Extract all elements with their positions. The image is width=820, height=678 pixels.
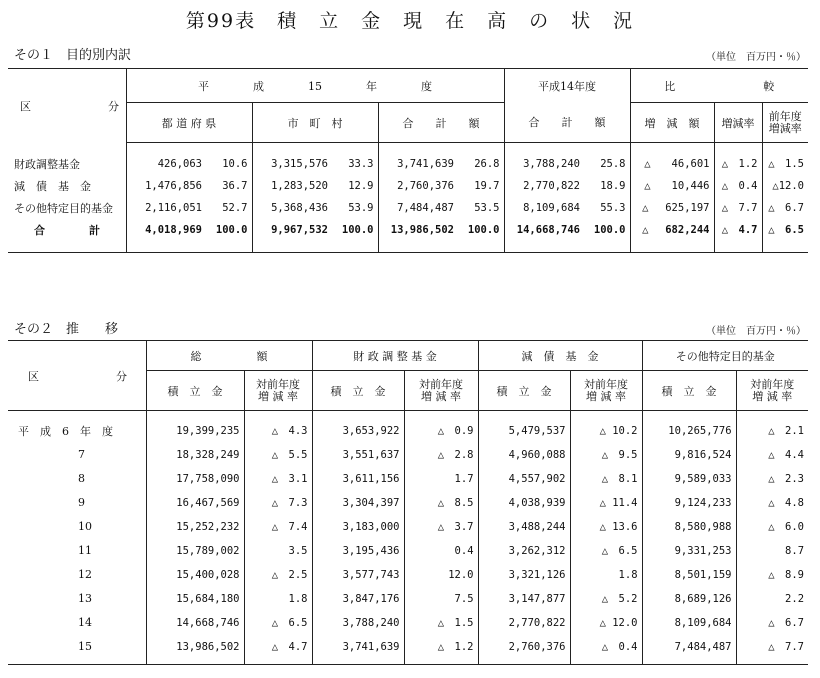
cell-tr: △ 3.1 [244,467,312,491]
cell-muni: 3,315,576 [252,153,332,175]
row-year: 15 [8,635,146,659]
table-row [8,443,808,467]
cell-fr: △ 0.9 [404,419,478,443]
cell-d: 2,760,376 [478,635,570,659]
cell-f: 3,741,639 [312,635,404,659]
cell-d: 4,557,902 [478,467,570,491]
cell-f: 3,551,637 [312,443,404,467]
cell-d: 3,321,126 [478,563,570,587]
row-year: 7 [8,443,146,467]
cell-d: 5,479,537 [478,419,570,443]
cell-fr: △ 3.7 [404,515,478,539]
cell-fy14: 2,770,822 [504,175,584,197]
cell-d: 4,960,088 [478,443,570,467]
cell-pref-pct: 100.0 [215,223,248,236]
cell-tr: △ 5.5 [244,443,312,467]
row-label: 減 債 基 金 [8,175,126,197]
cell-d: 3,262,312 [478,539,570,563]
cell-dr: △ 6.5 [570,539,642,563]
cell-dr: △ 0.4 [570,635,642,659]
cell-fr: △ 8.5 [404,491,478,515]
cell-o: 9,816,524 [642,443,736,467]
cell-total: 2,760,376 [378,175,458,197]
header-fy14: 平成14年度 [504,69,630,103]
cell-t: 15,789,002 [176,544,240,557]
cell-f: 3,183,000 [312,515,404,539]
cell-or: △ 4.8 [736,491,808,515]
cell-fr: △ 2.8 [404,443,478,467]
section1-unit: （単位 百万円・％） [706,52,806,63]
header-change-amount: 増 減 額 [630,103,714,143]
table-row [8,153,808,175]
cell-t: 16,467,569 [176,496,240,509]
cell-rate: △ 7.7 [714,197,762,219]
row-year: 9 [8,491,146,515]
cell-pref: 426,063 [157,157,202,170]
cell-fr: 1.7 [404,467,478,491]
header-change-rate: 増減率 [714,103,762,143]
cell-pref-pct: 52.7 [222,201,248,214]
header-category: 区 分 [8,69,126,143]
cell-dr: △ 10.2 [570,419,642,443]
section2-unit: （単位 百万円・％） [706,326,806,337]
header-compare: 比 較 [630,69,808,103]
cell-fy14: 8,109,684 [504,197,584,219]
cell-tr: △ 7.4 [244,515,312,539]
header-total14: 合 計 額 [504,103,630,143]
cell-muni: 9,967,532 [252,219,332,241]
cell-muni-pct: 53.9 [348,201,374,214]
cell-t: 18,328,249 [176,448,240,461]
cell-o: 8,580,988 [642,515,736,539]
cell-total-pct: 26.8 [474,157,500,170]
header-fy15: 平 成 15 年 度 [126,69,504,103]
cell-d: 2,770,822 [478,611,570,635]
header-group-other: その他特定目的基金 [642,341,808,371]
row-label: 合 計 [8,219,126,241]
header-total: 合 計 額 [378,103,504,143]
cell-t: 15,684,180 [176,592,240,605]
row-year: 11 [8,539,146,563]
cell-t: 15,400,028 [176,568,240,581]
row-year: 10 [8,515,146,539]
cell-muni-pct: 33.3 [348,157,374,170]
cell-fr: 12.0 [404,563,478,587]
cell-prev: △12.0 [762,175,808,197]
row-year: 8 [8,467,146,491]
cell-o: 9,124,233 [642,491,736,515]
cell-f: 3,653,922 [312,419,404,443]
cell-total-pct: 19.7 [474,179,500,192]
header-prefectures: 都 道 府 県 [126,103,252,143]
cell-tr: △ 2.5 [244,563,312,587]
header-amount-debt: 積 立 金 [478,371,570,411]
cell-rate: △ 0.4 [714,175,762,197]
cell-pref: 4,018,969 [145,223,202,236]
header-group-debt: 減 債 基 金 [478,341,642,371]
cell-or: △ 7.7 [736,635,808,659]
cell-total-pct: 53.5 [474,201,500,214]
cell-pref-pct: 10.6 [222,157,248,170]
table-row [8,219,808,241]
cell-tr: △ 6.5 [244,611,312,635]
table-row [8,635,808,659]
row-label: 財政調整基金 [8,153,126,175]
cell-o: 10,265,776 [642,419,736,443]
cell-f: 3,847,176 [312,587,404,611]
cell-t: 13,986,502 [176,640,240,653]
cell-total: 13,986,502 [378,219,458,241]
section2-title: その２ 推 移 [14,322,119,337]
header-rate-fiscal: 対前年度 増 減 率 [404,371,478,411]
cell-or: 2.2 [736,587,808,611]
cell-tr: △ 7.3 [244,491,312,515]
row-year: 平 成 6 年 度 [8,419,146,443]
cell-or: △ 8.9 [736,563,808,587]
cell-fy14: 14,668,746 [504,219,584,241]
cell-f: 3,611,156 [312,467,404,491]
cell-total: 3,741,639 [378,153,458,175]
header-prev-change-rate: 前年度 増減率 [762,103,808,143]
cell-tr: △ 4.3 [244,419,312,443]
cell-or: △ 4.4 [736,443,808,467]
trend-table [8,340,808,665]
cell-o: 9,589,033 [642,467,736,491]
cell-fy14: 3,788,240 [504,153,584,175]
header-group-fiscal: 財 政 調 整 基 金 [312,341,478,371]
table-row [8,197,808,219]
page-title: 第99表 積 立 金 現 在 高 の 状 況 [185,10,635,32]
cell-o: 8,109,684 [642,611,736,635]
cell-o: 7,484,487 [642,635,736,659]
row-year: 13 [8,587,146,611]
cell-total: 7,484,487 [378,197,458,219]
cell-fy14-pct: 25.8 [600,157,626,170]
cell-fr: 7.5 [404,587,478,611]
header-municipalities: 市 町 村 [252,103,378,143]
section1-title: その１ 目的別内訳 [14,48,132,63]
cell-o: 8,501,159 [642,563,736,587]
cell-chg: △ 10,446 [630,175,714,197]
cell-t: 17,758,090 [176,472,240,485]
cell-fr: △ 1.2 [404,635,478,659]
table-row [8,563,808,587]
header-rate-total: 対前年度 増 減 率 [244,371,312,411]
cell-d: 4,038,939 [478,491,570,515]
cell-pref: 1,476,856 [145,179,202,192]
cell-o: 9,331,253 [642,539,736,563]
cell-or: △ 2.1 [736,419,808,443]
table-row [8,467,808,491]
table-row [8,175,808,197]
cell-fy14-pct: 18.9 [600,179,626,192]
cell-d: 3,147,877 [478,587,570,611]
cell-dr: △ 11.4 [570,491,642,515]
header-amount-total: 積 立 金 [146,371,244,411]
cell-o: 8,689,126 [642,587,736,611]
cell-or: △ 6.0 [736,515,808,539]
table-row [8,539,808,563]
table-row [8,419,808,443]
cell-f: 3,788,240 [312,611,404,635]
cell-tr: 3.5 [244,539,312,563]
cell-muni: 5,368,436 [252,197,332,219]
cell-t: 19,399,235 [176,424,240,437]
header-group-total: 総 額 [146,341,312,371]
cell-tr: △ 4.7 [244,635,312,659]
cell-muni: 1,283,520 [252,175,332,197]
table-row [8,587,808,611]
cell-pref: 2,116,051 [145,201,202,214]
cell-chg: △ 682,244 [630,219,714,241]
breakdown-table [8,68,808,253]
row-year: 12 [8,563,146,587]
table-row [8,491,808,515]
row-label: その他特定目的基金 [8,197,126,219]
cell-dr: △ 13.6 [570,515,642,539]
cell-muni-pct: 100.0 [341,223,374,236]
cell-dr: △ 5.2 [570,587,642,611]
cell-fy14-pct: 100.0 [593,223,626,236]
cell-tr: 1.8 [244,587,312,611]
cell-muni-pct: 12.9 [348,179,374,192]
cell-dr: △ 9.5 [570,443,642,467]
cell-chg: △ 46,601 [630,153,714,175]
cell-dr: 1.8 [570,563,642,587]
header-category-2: 区 分 [8,341,146,411]
cell-f: 3,195,436 [312,539,404,563]
cell-prev: △ 6.7 [762,197,808,219]
cell-chg: △ 625,197 [630,197,714,219]
cell-d: 3,488,244 [478,515,570,539]
cell-fr: 0.4 [404,539,478,563]
cell-rate: △ 4.7 [714,219,762,241]
cell-t: 14,668,746 [176,616,240,629]
header-rate-debt: 対前年度 増 減 率 [570,371,642,411]
cell-total-pct: 100.0 [467,223,500,236]
cell-f: 3,304,397 [312,491,404,515]
cell-pref-pct: 36.7 [222,179,248,192]
cell-fr: △ 1.5 [404,611,478,635]
cell-or: 8.7 [736,539,808,563]
cell-dr: △ 12.0 [570,611,642,635]
cell-t: 15,252,232 [176,520,240,533]
cell-prev: △ 1.5 [762,153,808,175]
header-amount-fiscal: 積 立 金 [312,371,404,411]
cell-f: 3,577,743 [312,563,404,587]
cell-dr: △ 8.1 [570,467,642,491]
cell-rate: △ 1.2 [714,153,762,175]
cell-or: △ 6.7 [736,611,808,635]
table-row [8,611,808,635]
cell-prev: △ 6.5 [762,219,808,241]
row-year: 14 [8,611,146,635]
header-amount-other: 積 立 金 [642,371,736,411]
table-row [8,515,808,539]
header-rate-other: 対前年度 増 減 率 [736,371,808,411]
cell-fy14-pct: 55.3 [600,201,626,214]
cell-or: △ 2.3 [736,467,808,491]
